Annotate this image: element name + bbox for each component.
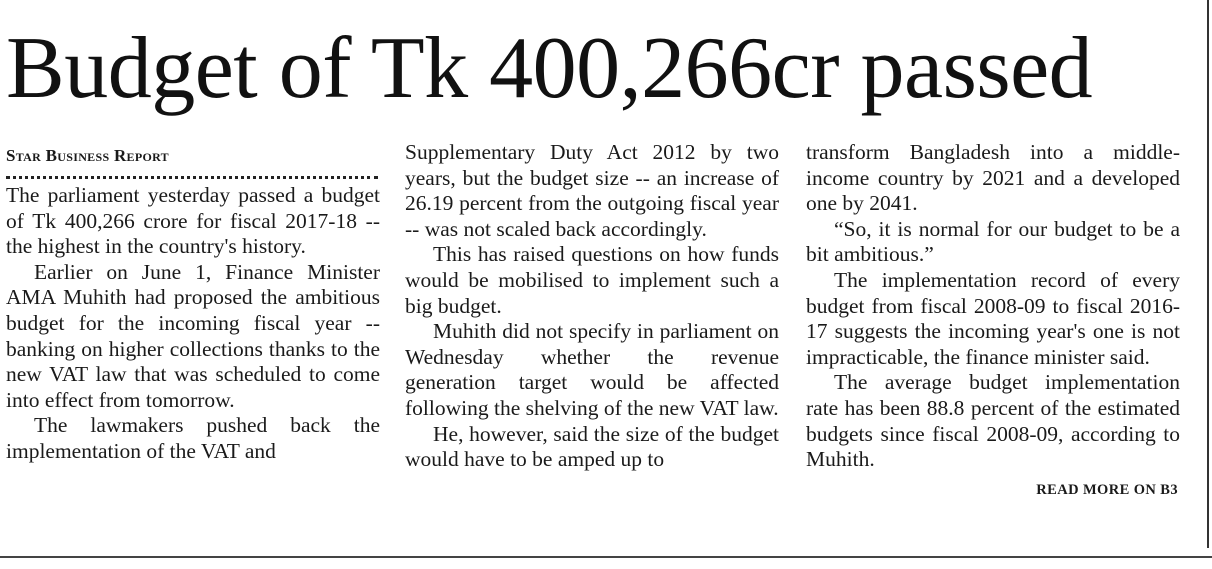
paragraph: This has raised questions on how funds would be mobilised to implement such a big budget. <box>405 242 779 318</box>
article-column-3 <box>806 140 1180 501</box>
paragraph: The average budget implementation rate has been 88.8 percent of the estimated budgets since fiscal 2008-09, according to Muhith. <box>806 370 1180 472</box>
byline: Star Business Report <box>6 146 169 165</box>
paragraph: The implementation record of every budget from fiscal 2008-09 to fiscal 2016-17 suggests the incoming year's one is not impracticable, the finance minister said. <box>806 267 1180 369</box>
paragraph: The parliament yesterday passed a budget of Tk 400,266 crore for fiscal 2017-18 -- the highest in the country's history. <box>6 183 380 259</box>
bottom-rule <box>0 556 1212 558</box>
paragraph: “So, it is normal for our budget to be a bit ambitious.” <box>806 216 1180 267</box>
paragraph: The lawmakers pushed back the implementation of the VAT and <box>6 413 380 463</box>
article-column-1 <box>6 140 380 465</box>
article-column-2 <box>405 140 779 473</box>
paragraph: Supplementary Duty Act 2012 by two years, but the budget size -- an increase of 26.19 percent from the outgoing fiscal year -- was not scaled back accordingly. <box>405 140 779 241</box>
paragraph: He, however, said the size of the budget would have to be amped up to <box>405 421 779 472</box>
headline: Budget of Tk 400,266cr passed <box>6 20 1093 117</box>
paragraph: transform Bangladesh into a middle-income country by 2021 and a developed one by 2041. <box>806 140 1180 216</box>
byline-divider <box>6 176 378 179</box>
right-column-rule <box>1207 0 1209 548</box>
paragraph: Earlier on June 1, Finance Minister AMA Muhith had proposed the ambitious budget for the incoming fiscal year -- banking on higher collections thanks to the new VAT law that was scheduled to come into effect from tomorrow. <box>6 259 380 412</box>
paragraph: Muhith did not specify in parliament on Wednesday whether the revenue generation target would be affected following the shelving of the new VAT law. <box>405 319 779 420</box>
read-more-link[interactable]: READ MORE ON B3 <box>1036 481 1178 498</box>
